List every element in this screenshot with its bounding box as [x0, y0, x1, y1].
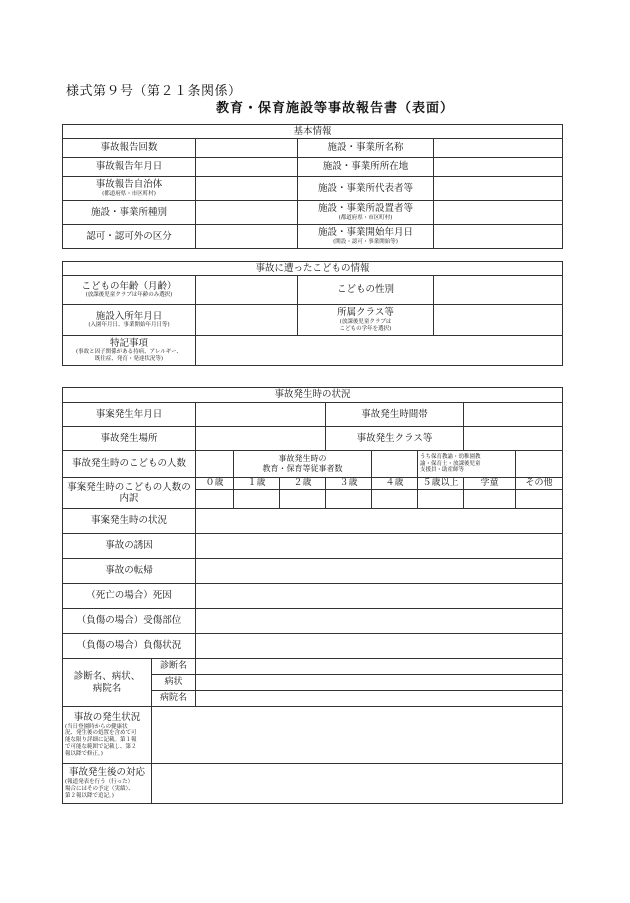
- occurrence-note: (当日登園時からの健康状 況、発生後の処置を含めて可 能な限り詳細に記載。第１報 で可能な範囲で記載し、第２ 報以降で修正。): [65, 723, 137, 757]
- accident-time-field[interactable]: [464, 403, 563, 427]
- occurrence-label: [63, 707, 152, 764]
- accident-place-label: 事故発生場所: [63, 427, 196, 451]
- facility-founder-note: (都道府県・市区町村): [338, 214, 393, 221]
- facility-start-date-field[interactable]: [434, 225, 563, 249]
- age-2-count[interactable]: [280, 490, 326, 509]
- children-count-field[interactable]: [196, 451, 234, 478]
- child-gender-label: こどもの性別: [298, 276, 434, 305]
- facility-start-date-text: 施設・事業開始年月日: [317, 227, 413, 239]
- report-date-label: 事故報告年月日: [63, 158, 196, 177]
- facility-founder-text: 施設・事業所設置者等: [317, 203, 413, 215]
- injury-state-label: （負傷の場合）負傷状況: [63, 634, 196, 659]
- special-notes-text: 特記事項: [109, 337, 148, 349]
- situation-field[interactable]: [196, 509, 563, 534]
- special-notes-field[interactable]: [196, 336, 563, 366]
- diagnosis-name-field[interactable]: [196, 659, 563, 675]
- license-category-field[interactable]: [196, 225, 298, 249]
- class-text: 所属クラス等: [337, 307, 394, 319]
- child-gender-field[interactable]: [434, 276, 563, 305]
- entry-date-field[interactable]: [196, 305, 298, 336]
- age-0-count[interactable]: [196, 490, 234, 509]
- injury-part-label: （負傷の場合）受傷部位: [63, 609, 196, 634]
- child-age-label: [63, 276, 196, 305]
- reporting-municipality-text: 事故報告自治体: [95, 179, 163, 191]
- staff-count-field[interactable]: [372, 451, 418, 478]
- page-title: 教育・保育施設等事故報告書（表面）: [215, 101, 454, 116]
- child-info-header: 事故に遭ったこどもの情報: [63, 262, 563, 276]
- report-count-field[interactable]: [196, 139, 298, 158]
- children-breakdown-label: 事案発生時のこどもの人数の 内訳: [63, 478, 196, 509]
- accident-date-label: 事案発生年月日: [63, 403, 196, 427]
- facility-start-date-note: (開設・認可・事業開始等): [333, 238, 398, 245]
- cause-of-death-label: （死亡の場合）死因: [63, 584, 196, 609]
- occurrence-field[interactable]: [152, 707, 563, 764]
- child-age-field[interactable]: [196, 276, 298, 305]
- response-label: [63, 764, 152, 804]
- children-count-label: 事故発生時のこどもの人数: [63, 451, 196, 478]
- entry-date-label: [63, 305, 196, 336]
- class-note: (放課後児童クラブは こどもの学年を選択): [339, 318, 392, 332]
- facility-start-date-label: [298, 225, 434, 249]
- facility-representative-field[interactable]: [434, 177, 563, 201]
- cause-of-death-field[interactable]: [196, 584, 563, 609]
- accident-header: 事故発生時の状況: [63, 388, 563, 403]
- special-notes-note: (事故と因子関係がある持病、アレルギー、 既往症、発育・発達状況等): [75, 349, 183, 363]
- school-age-count[interactable]: [464, 490, 516, 509]
- facility-type-field[interactable]: [196, 201, 298, 225]
- entry-date-text: 施設入所年月日: [95, 310, 163, 322]
- accident-table: [62, 387, 563, 804]
- facility-name-label: 施設・事業所名称: [298, 139, 434, 158]
- facility-address-field[interactable]: [434, 158, 563, 177]
- other-age-header: その他: [516, 478, 563, 490]
- outcome-field[interactable]: [196, 559, 563, 584]
- basic-info-table: [62, 124, 563, 249]
- entry-date-note: (入園年月日、事業開始年月日等): [88, 322, 170, 329]
- accident-class-field[interactable]: [464, 427, 563, 451]
- reporting-municipality-label: [63, 177, 196, 201]
- cause-label: 事故の誘因: [63, 534, 196, 559]
- occurrence-text: 事故の発生状況: [73, 712, 141, 724]
- report-count-label: 事故報告回数: [63, 139, 196, 158]
- class-label: [298, 305, 434, 336]
- child-age-note: (放課後児童クラブは年齢のみ選択): [85, 292, 173, 299]
- report-date-field[interactable]: [196, 158, 298, 177]
- situation-label: 事案発生時の状況: [63, 509, 196, 534]
- injury-part-field[interactable]: [196, 609, 563, 634]
- basic-info-header: 基本情報: [63, 125, 563, 139]
- hospital-name-label: 病院名: [152, 691, 196, 707]
- reporting-municipality-note: (都道府県・市区町村): [102, 190, 156, 197]
- other-age-count[interactable]: [516, 490, 563, 509]
- form-number: 様式第９号（第２１条関係）: [66, 84, 242, 99]
- staff-count-label: 事故発生時の 教育・保育等従事者数: [234, 451, 372, 478]
- facility-type-label: 施設・事業所種別: [63, 201, 196, 225]
- accident-class-label: 事故発生クラス等: [326, 427, 464, 451]
- age-0-header: ０歳: [196, 478, 234, 490]
- cause-field[interactable]: [196, 534, 563, 559]
- special-notes-label: [63, 336, 196, 366]
- age-4-header: ４歳: [372, 478, 418, 490]
- qualified-staff-label: うち保育教諭・幼稚園教 諭・保育士・放課後児童 支援員・助産師等: [418, 451, 516, 478]
- facility-representative-label: 施設・事業所代表者等: [298, 177, 434, 201]
- facility-address-label: 施設・事業所所在地: [298, 158, 434, 177]
- diagnosis-state-field[interactable]: [196, 675, 563, 691]
- qualified-staff-field[interactable]: [516, 451, 563, 478]
- license-category-label: 認可・認可外の区分: [63, 225, 196, 249]
- injury-state-field[interactable]: [196, 634, 563, 659]
- age-3-count[interactable]: [326, 490, 372, 509]
- diagnosis-name-label: 診断名: [152, 659, 196, 675]
- age-2-header: ２歳: [280, 478, 326, 490]
- age-5plus-header: ５歳以上: [418, 478, 464, 490]
- age-3-header: ３歳: [326, 478, 372, 490]
- facility-name-field[interactable]: [434, 139, 563, 158]
- age-4-count[interactable]: [372, 490, 418, 509]
- response-text: 事故発生後の対応: [68, 767, 145, 779]
- age-1-header: １歳: [234, 478, 280, 490]
- accident-place-field[interactable]: [196, 427, 326, 451]
- accident-date-field[interactable]: [196, 403, 326, 427]
- diagnosis-state-label: 病状: [152, 675, 196, 691]
- diagnosis-group-label: 診断名、病状、 病院名: [63, 659, 152, 707]
- outcome-label: 事故の転帰: [63, 559, 196, 584]
- child-info-table: [62, 261, 563, 366]
- age-1-count[interactable]: [234, 490, 280, 509]
- age-5plus-count[interactable]: [418, 490, 464, 509]
- class-field[interactable]: [434, 305, 563, 336]
- response-field[interactable]: [152, 764, 563, 804]
- facility-founder-label: [298, 201, 434, 225]
- accident-time-label: 事故発生時間帯: [326, 403, 464, 427]
- school-age-header: 学童: [464, 478, 516, 490]
- child-age-text: こどもの年齢（月齢）: [81, 280, 177, 292]
- reporting-municipality-field[interactable]: [196, 177, 298, 201]
- hospital-name-field[interactable]: [196, 691, 563, 707]
- response-note: (報道発表を行う（行った） 場合にはその予定（実績）、 第２報以降で追記。): [65, 778, 134, 799]
- facility-founder-field[interactable]: [434, 201, 563, 225]
